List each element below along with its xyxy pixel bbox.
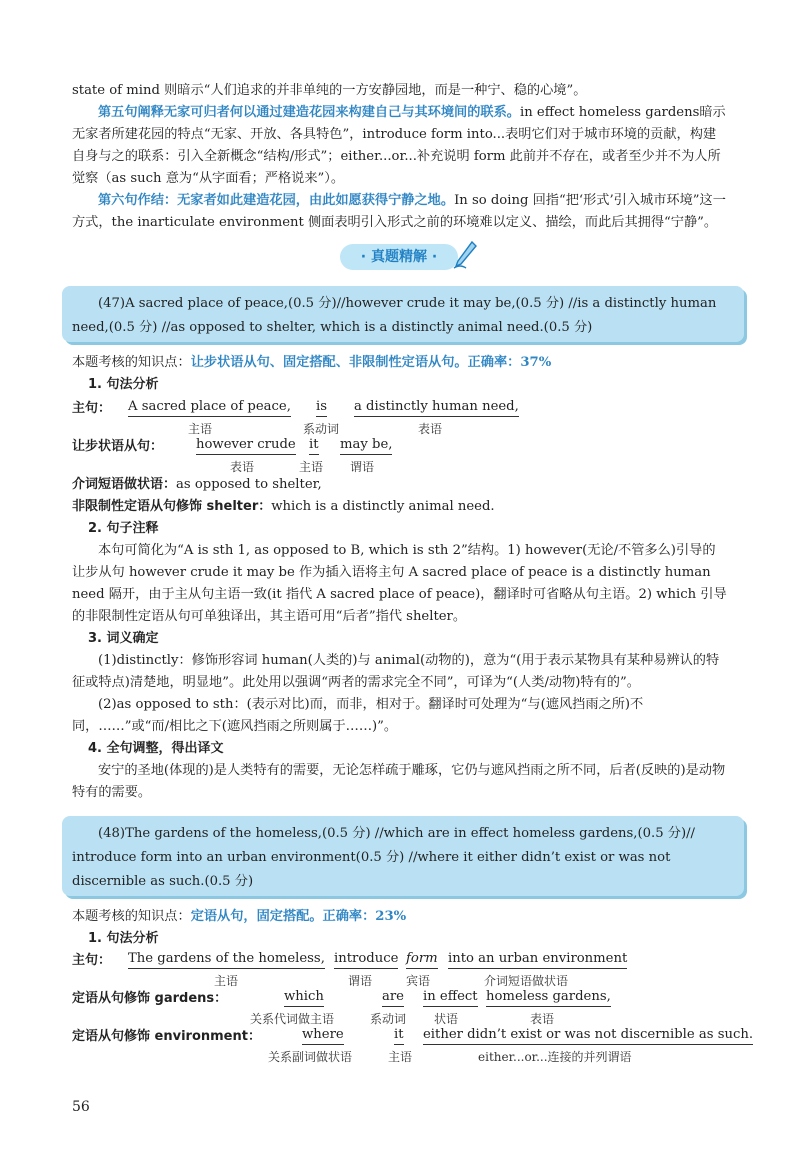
q47-section-2: 2. 句子注释: [88, 521, 159, 536]
q47-prep-value: as opposed to shelter,: [176, 477, 322, 492]
q47-main-verb: is: [316, 398, 327, 417]
q47-nonres-value: which is a distinctly animal need.: [271, 499, 495, 514]
intro-paragraph-6: [72, 190, 728, 234]
q48-rel1-verb-role: 系动词: [370, 1012, 407, 1026]
q48-rel2-predicate-role: either...or...连接的并列谓语: [478, 1050, 632, 1064]
q48-main-subject-role: 主语: [214, 974, 239, 988]
q48-rel1-adverbial: in effect: [423, 988, 478, 1007]
q47-section-1: 1. 句法分析: [88, 377, 159, 392]
q48-main-object-role: 宾语: [406, 974, 431, 988]
q48-main-subject: The gardens of the homeless,: [128, 950, 325, 969]
q47-prep-row: [72, 474, 322, 496]
q47-word-2: (2)as opposed to sth：(表示对比)而，而非，相对于。翻译时可处理为“与(遮风挡雨之所)不同，……”或“而/相比之下(遮风挡雨之所则属于……)”。: [72, 697, 644, 734]
q48-section-1: 1. 句法分析: [88, 931, 159, 946]
q48-kp-value: 定语从句，固定搭配。正确率：23%: [190, 909, 407, 924]
q47-main-predicative: a distinctly human need,: [354, 398, 519, 417]
q47-nonrestrictive-row: [72, 496, 495, 518]
q48-rel1-verb: are: [382, 988, 404, 1007]
intro-p3-rest: In so doing 回指“把‘形式’引入城市环境”这一方式，the inarticulate environment 侧面表明引入形式之前的环境难以定义、描绘，而此后其拥得“宁静”。: [72, 193, 726, 230]
q47-conc-predicate-role: 谓语: [350, 460, 375, 474]
q48-main-object: form: [406, 950, 438, 969]
q47-knowledge-points: [72, 352, 728, 374]
q48-main-verb: introduce: [334, 950, 398, 969]
q47-conc-label: 让步状语从句：: [72, 439, 164, 454]
q47-translation: 安宁的圣地(体现的)是人类特有的需要，无论怎样疏于雕琢，它仍与遮风挡雨之所不同，后者(反映的)是动物特有的需要。: [72, 763, 726, 800]
q48-rel2-subject: it: [394, 1026, 404, 1045]
q48-rel2-subject-role: 主语: [388, 1050, 413, 1064]
q48-rel2-predicate: either didn’t exist or was not discernible as such.: [423, 1026, 753, 1045]
intro-p2-bold: 第五句阐释无家可归者何以通过建造花园来构建自己与其环境间的联系。: [98, 105, 520, 120]
q47-main-label: 主句：: [72, 401, 112, 416]
q47-main-subject: A sacred place of peace,: [128, 398, 291, 417]
q47-main-predicative-role: 表语: [418, 422, 443, 436]
q47-nonres-label: 非限制性定语从句修饰 shelter：: [72, 499, 272, 514]
q48-rel2-label: 定语从句修饰 environment：: [72, 1029, 261, 1044]
q47-conc-subject-role: 主语: [299, 460, 324, 474]
intro-paragraph-5: [72, 102, 728, 190]
q47-main-subject-role: 主语: [188, 422, 213, 436]
q48-rel1-predicative-role: 表语: [530, 1012, 555, 1026]
q47-conc-predicate: may be,: [340, 436, 392, 455]
q47-conc-predicative-role: 表语: [230, 460, 255, 474]
q48-rel1-pronoun: which: [284, 988, 324, 1007]
intro-p3-bold: 第六句作结：无家者如此建造花园，由此如愿获得宁静之地。: [98, 193, 455, 208]
q48-main-label: 主句：: [72, 953, 112, 968]
q47-section-3: 3. 词义确定: [88, 631, 159, 646]
intro-p2-rest: in effect homeless gardens暗示无家者所建花园的特点“无家、开放、各具特色”，introduce form into...表明它们对于城市环境的贡献，构建自身与之的联系：引入全新概念“结构/形式”；either...or...补充说明 form 此前并不存在，或者至少并不为人所觉察（as such 意为“从字面看；严格说来”）。: [72, 105, 726, 186]
question-48-text-a: (48)The gardens of the homeless,(0.5 分) //which are in effect homeless gardens,(0.5 分)//: [98, 826, 695, 841]
q47-main-verb-role: 系动词: [303, 422, 340, 436]
question-48-text-b: introduce form into an urban environment(0.5 分) //where it either didn’t exist or was not discernible as such.(0.5 分): [72, 850, 671, 889]
q48-rel1-label: 定语从句修饰 gardens：: [72, 991, 228, 1006]
q48-rel2-adverb: where: [302, 1026, 344, 1045]
q47-conc-subject: it: [309, 436, 319, 455]
section-title: · 真题精解 ·: [340, 244, 458, 270]
q48-rel2-adverb-role: 关系副词做状语: [268, 1050, 353, 1064]
question-47-text: (47)A sacred place of peace,(0.5 分)//however crude it may be,(0.5 分) //is a distinctly human need,(0.5 分) //as opposed to shelter, which is a distinctly animal need.(0.5 分): [72, 296, 717, 335]
q48-rel1-predicative: homeless gardens,: [486, 988, 611, 1007]
q48-knowledge-points: [72, 906, 728, 928]
q47-kp-value: 让步状语从句、固定搭配、非限制性定语从句。正确率：37%: [190, 355, 552, 370]
page-number: 56: [72, 1099, 90, 1115]
q48-main-verb-role: 谓语: [348, 974, 373, 988]
intro-line-1: state of mind 则暗示“人们追求的并非单纯的一方安静园地，而是一种宁、稳的心境”。: [72, 83, 587, 98]
q47-note: 本句可简化为“A is sth 1, as opposed to B, which is sth 2”结构。1) however(无论/不管多么)引导的让步从句 however crude it may be 作为插入语将主句 A sacred place of peace is a distinctly human need 隔开，由于主从句主语一致(it 指代 A sacred place of peace)，翻译时可省略从句主语。2) which 引导的非限制性定语从句可单独译出，其主语可用“后者”指代 shelter。: [72, 543, 727, 624]
q48-main-adverbial: into an urban environment: [448, 950, 627, 969]
q47-prep-label: 介词短语做状语：: [72, 477, 177, 492]
q47-section-4: 4. 全句调整，得出译文: [88, 741, 224, 756]
q48-rel1-adverbial-role: 状语: [434, 1012, 459, 1026]
q48-kp-label: 本题考核的知识点：: [72, 909, 191, 924]
pen-icon: [452, 240, 478, 270]
q48-rel1-pronoun-role: 关系代词做主语: [250, 1012, 335, 1026]
q47-conc-predicative: however crude: [196, 436, 296, 455]
question-47-box: [62, 286, 744, 342]
q47-kp-label: 本题考核的知识点：: [72, 355, 191, 370]
q48-main-adverbial-role: 介词短语做状语: [484, 974, 569, 988]
q47-word-1: (1)distinctly：修饰形容词 human(人类的)与 animal(动物的)，意为“(用于表示某物具有某种易辨认的特征或特点)清楚地，明显地”。此处用以强调“两者的需求完全不同”，可译为“(人类/动物)特有的”。: [72, 653, 720, 690]
question-48-box: [62, 816, 744, 896]
